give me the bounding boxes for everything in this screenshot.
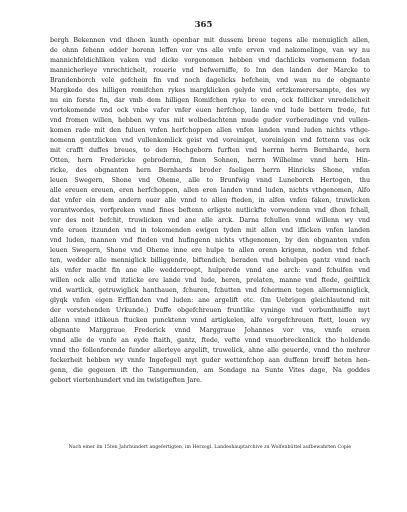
text-line: leuen Swegern, Shone vnd Oheme inne ere hulpe to allen orenn krigenn, noden vnd fchef- [50, 247, 370, 254]
text-line: Margkede des hilligen romifchen rykes margklicken gelyde vnd ertzkemerersampte, des wy [50, 87, 370, 94]
text-line: bergh Bekennen vnd dhoen kunth openbar mit dussem breue tegens alle menuiglich allen, [50, 37, 370, 44]
text-line: obgnante Marggraue Frederick vnnd Marggraue Johannes vor vns, vnnfe eruen [50, 327, 370, 334]
text-line: willen ock alle vnd itzlicke ere lande vnd lude, heren, prelaten, manne vnd ftede, geiftlick [50, 277, 370, 284]
text-line: der vorstehenden Urkunde.) Duffe obgefchreuen fruntlike vyninge vnd vorbunthniffe myt [50, 307, 370, 314]
text-line: mannichfeldichliken vaken vnd dicke vorgenomen hebben vnd dachlicks vornemenn fodan [50, 57, 370, 64]
text-line: mannicherleye vnrechtichelt, rouerie vnd befwerniffe, fo Inn den landen der Marcke to [50, 67, 370, 74]
text-line: glyqk vnfen eigen Erfflanden vnd luden: ane argelift etc. (Im Uebrigen gleichlautend mit [50, 297, 370, 304]
text-line: vnnd alle de vnnfe an eyde ftaith, gantz, ftede, vefte vnnd vnuorbreckenlick tho holdende [50, 337, 370, 344]
page-number: 365 [194, 20, 213, 30]
text-line: genn, die gegeuen ift tho Tangermunden, am Sondage na Sunte Vites dage, Na goddes [50, 367, 370, 374]
text-line: Brandenborch vele gefchein fin vnd noch dagelicks befchein, vnd wan nu de obgnante [50, 77, 370, 84]
text-line: ten, wedder alle menniglick billiggende, biftendich, beraden vnd behulpen gantz vnnd nach [50, 257, 370, 264]
text-line: vnnd tho follenforende funder allerleye argelift, truwelick, ahne alle geuerde, vnnd tho mehrer [50, 347, 370, 354]
text-line: dat vnfer ein dem andern ouer alle vnnd to allen fteden, in alfen vnfen faken, truwlicken [50, 197, 370, 204]
text-line: feckerheit hebben wy vnnfe Ingefegell myt guder wettenfchop aan duffenn breiff heten hen- [50, 357, 370, 364]
text-line: de ohnn fehenn edder horenn leffen vor vns alle vnfe erven vnd nakomelinge, van wy nu [50, 47, 370, 54]
text-line: komen rade mit den fuluen vnfen herfchoppen allen vnfen landen vnnd luden nichts vthge- [50, 127, 370, 134]
text-line: alle ereuen ereuen, eren herfchoppen, allen eren landen vnnd luden, nichts vthgenomen, Alfo [50, 187, 370, 194]
text-line: mit crafft duffes breues, to den Hochgeborn furften vnd herrnn herrn Bernharde, hern [50, 147, 370, 154]
text-line: nomenn gentzlicken vnd vullenkomlick geist vnd voreiniget, voreinigen vnd fettenn vas ock [50, 137, 370, 144]
text-line: gebort viertenhundert vnd im twistigeften Jare. [50, 377, 202, 384]
text-line: ricke, des obgnanten hern Bernhards broder faeligen herrn Hinricks Shone, vnfen [50, 167, 370, 174]
text-line: nu ein forste fin, dar vmb dem hilligen Romifchen ryke to eren, ock follicker vnredelicheit [50, 97, 370, 104]
text-line: vnfe eruen itzunden vnd in tokomenden ewigen tyden mit allen vnd iflicken vnfen landen [50, 227, 370, 234]
body-text [50, 36, 370, 386]
text-line: vorantwordes, vorfpreken vnnd fines beftenn erligste nutlickfte vorwendenn vnd dhon fchall, [50, 207, 370, 214]
text-line: leuen Swegern, Shone vnd Oheme, alle to Brunfwig vnnd Luneborch Hertogen, thu [50, 177, 370, 184]
text-line: vnd fromen willen, hebben wy vns mit wolbedachtenn mude guder vorberadinge vnd vullen- [50, 117, 370, 124]
text-line: allenn vnnd itlikeun ftucken puncktenn vnnd artigkelen, alfe vorgefchreuen ftett, louen wy [50, 317, 370, 324]
text-line: Otten, hern Fredericke gebrodernn, finen Sohnen, herrn Wilhelme vnnd hern Hin- [50, 157, 370, 164]
text-line: vor des noit befchit, truwlicken vnd ane alle arck. Darna fchullen vnnd willenn wy vnd [50, 217, 370, 224]
text-line: vortokomende vnd ock vnbe vafer vnfer euen herfchop, lande vnd lude bettern frede, fut [50, 107, 370, 114]
text-line: als vnfer macht fin ane alle wedderroept, hulperede vnnd ane arch: vand fchulfen vnd [50, 267, 370, 274]
text-line: vnd wartlick, getruwiglick hanthauen, fchuren, fchutten vnd fchermen tegen allermenniglick, [50, 287, 370, 294]
text-line: vnd luden, mannen vnd fteden vnd hufingenn nichts vthgenomen, by den obgnanten vnfen [50, 237, 370, 244]
footnote: Nach einer im 15ten Jahrhundert angefertigten, im Herzogl. Landeshauptarchive zu Wolfenbüttel aufbewahrten Copie [68, 445, 352, 450]
